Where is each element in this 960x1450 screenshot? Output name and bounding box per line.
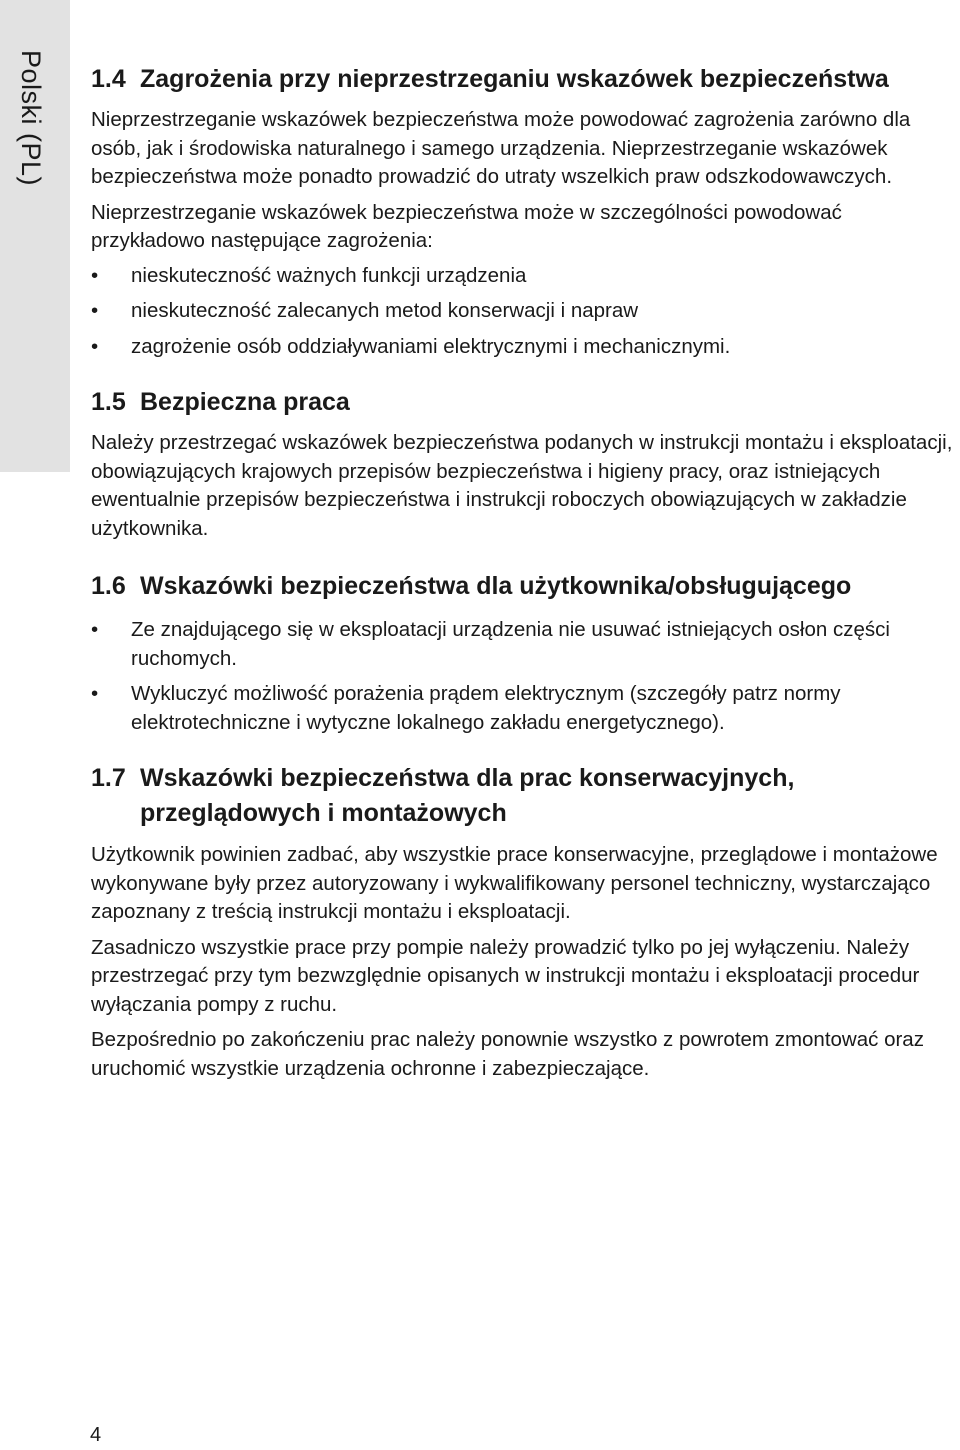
list-item: • nieskuteczność zalecanych metod konserwacji i napraw [91,297,953,326]
section-title: Bezpieczna praca [140,388,350,416]
section-heading [91,761,953,831]
bullet-icon: • [91,618,99,641]
section-number: 1.7 [91,764,126,792]
bullet-icon: • [91,299,99,322]
paragraph: Nieprzestrzeganie wskazówek bezpieczeństwa może powodować zagrożenia zarówno dla osób, jak i środowiska naturalnego i samego urządzenia. Nieprzestrzeganie wskazówek bezpieczeństwa może ponadto prowadzić do utraty wszelkich praw odszkodowawczych. [91,108,911,188]
paragraph: Zasadniczo wszystkie prace przy pompie należy prowadzić tylko po jej wyłączeniu. Należy przestrzegać przy tym bezwzględnie opisanych w instrukcji montażu i eksploatacji procedur wyłączania pompy z ruchu. [91,935,920,1016]
language-label: Polski (PL) [16,50,46,187]
section-1-7 [91,761,953,1083]
paragraph: Bezpośrednio po zakończeniu prac należy ponownie wszystko z powrotem zmontować oraz uruchomić wszystkie urządzenia ochronne i zabezpieczające. [91,1028,924,1080]
paragraph: Należy przestrzegać wskazówek bezpieczeństwa podanych w instrukcji montażu i eksploatacji, obowiązujących krajowych przepisów bezpieczeństwa i higieny pracy, oraz istniejących ewentualnie przepisów bezpieczeństwa i instrukcji roboczych obowiązujących w zakładzie użytkownika. [91,431,953,540]
list-item: • nieskuteczność ważnych funkcji urządzenia [91,262,953,291]
section-1-4 [91,62,953,361]
section-1-6 [91,569,953,737]
language-side-tab [0,0,70,472]
list-item: • Wykluczyć możliwość porażenia prądem elektrycznym (szczegóły patrz normy elektrotechniczne i wytyczne lokalnego zakładu energetycznego). [91,682,841,734]
bullet-icon: • [91,263,99,287]
section-title: Wskazówki bezpieczeństwa dla prac konserwacyjnych, przeglądowych i montażowych [140,764,795,827]
bullet-icon: • [91,334,99,358]
list-item: • zagrożenie osób oddziaływaniami elektrycznymi i mechanicznymi. [91,333,953,362]
section-1-5 [91,385,953,543]
list-item: • Ze znajdującego się w eksploatacji urządzenia nie usuwać istniejących osłon części ruchomych. [91,618,890,670]
section-heading [91,62,953,97]
section-title: Zagrożenia przy nieprzestrzeganiu wskazówek bezpieczeństwa [140,65,889,93]
section-number: 1.4 [91,65,126,93]
section-number: 1.6 [91,572,126,600]
paragraph: Użytkownik powinien zadbać, aby wszystkie prace konserwacyjne, przeglądowe i montażowe wykonywane były przez autoryzowany i wykwalifikowany personel techniczny, wystarczająco zapoznany z treścią instrukcji montażu i eksploatacji. [91,843,938,923]
paragraph: Nieprzestrzeganie wskazówek bezpieczeństwa może w szczególności powodować przykładowo następujące zagrożenia: [91,200,842,252]
section-heading [91,385,953,420]
section-title: Wskazówki bezpieczeństwa dla użytkownika/obsługującego [140,572,852,600]
section-heading [91,569,953,604]
bullet-list [91,616,953,737]
bullet-icon: • [91,682,99,705]
section-number: 1.5 [91,388,126,416]
bullet-list [91,262,953,362]
page-content [91,62,953,1083]
page-number: 4 [90,1424,102,1446]
